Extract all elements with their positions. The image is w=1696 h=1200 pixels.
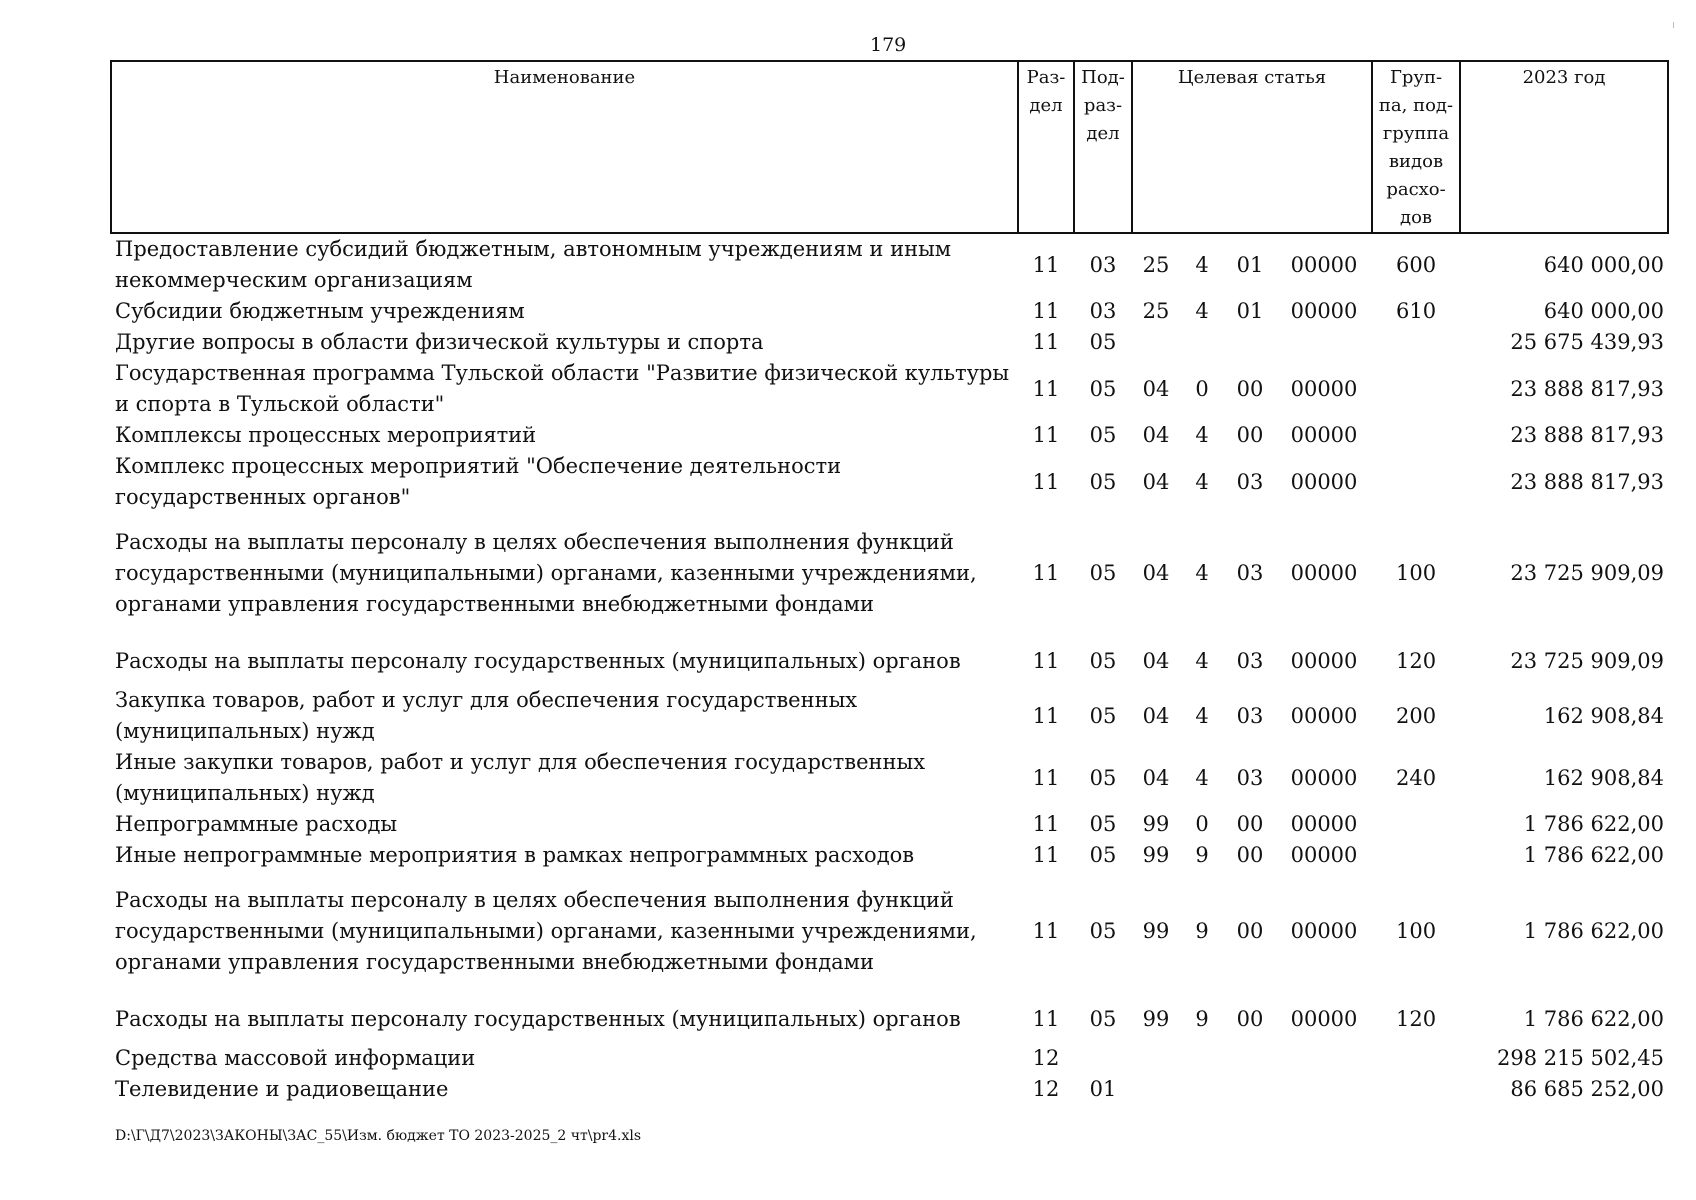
row-target-subprogram <box>1224 1074 1276 1105</box>
row-amount: 86 685 252,00 <box>1510 1077 1665 1101</box>
row-target-program: 25 <box>1142 252 1170 277</box>
row-target-direction: 00000 <box>1290 843 1358 867</box>
page-number: 179 <box>870 34 907 56</box>
row-target-direction: 00000 <box>1290 252 1358 277</box>
row-expense-group <box>1372 327 1460 358</box>
table-row <box>111 296 1668 327</box>
row-name: Средства массовой информации <box>115 1046 476 1070</box>
row-target-type: 4 <box>1195 703 1209 728</box>
table-header <box>111 61 1668 233</box>
row-target-program: 04 <box>1142 561 1170 585</box>
row-target-subprogram: 03 <box>1236 561 1264 585</box>
row-target-direction: 00000 <box>1290 469 1358 494</box>
row-section: 11 <box>1032 649 1060 673</box>
table-row <box>111 747 1668 809</box>
row-section: 11 <box>1032 919 1060 943</box>
row-name: Комплекс процессных мероприятий "Обеспечение деятельности государственных органов" <box>115 454 842 509</box>
table-row <box>111 992 1668 1035</box>
row-target-type: 4 <box>1195 423 1209 447</box>
row-section: 12 <box>1032 1046 1060 1070</box>
row-target-subprogram: 00 <box>1236 843 1264 867</box>
row-target-subprogram: 03 <box>1236 469 1264 494</box>
row-target-program: 99 <box>1142 843 1170 867</box>
row-target-direction: 00000 <box>1290 919 1358 943</box>
row-target-type: 4 <box>1195 561 1209 585</box>
row-expense-group <box>1372 809 1460 840</box>
row-target-direction: 00000 <box>1290 423 1358 447</box>
table-row <box>111 840 1668 871</box>
footer-file-path: D:\Г\Д7\2023\ЗАКОНЫ\ЗАС_55\Изм. бюджет ТО 2023-2025_2 чт\pr4.xls <box>115 1128 642 1144</box>
row-amount: 23 888 817,93 <box>1510 469 1665 494</box>
row-target-subprogram: 01 <box>1236 299 1264 323</box>
row-section: 11 <box>1032 561 1060 585</box>
row-target-type: 4 <box>1195 649 1209 673</box>
row-expense-group: 600 <box>1395 252 1437 277</box>
header-subsection: Под- раз- дел <box>1074 61 1132 233</box>
row-expense-group: 610 <box>1395 299 1437 323</box>
row-amount: 23 888 817,93 <box>1510 376 1665 401</box>
row-target-type <box>1180 1074 1224 1105</box>
row-subsection: 05 <box>1089 423 1117 447</box>
row-section: 11 <box>1032 843 1060 867</box>
row-section: 11 <box>1032 423 1060 447</box>
row-target-subprogram <box>1224 327 1276 358</box>
table-row <box>111 809 1668 840</box>
row-target-type: 9 <box>1195 843 1209 867</box>
row-target-type: 0 <box>1195 376 1209 401</box>
row-target-program: 04 <box>1142 765 1170 790</box>
row-name: Расходы на выплаты персоналу в целях обеспечения выполнения функций государственными (муниципальными) органами, казенными учреждениями, органами управления государственными внебюджетными фондами <box>115 530 977 616</box>
row-target-subprogram: 03 <box>1236 703 1264 728</box>
row-target-subprogram: 01 <box>1236 252 1264 277</box>
row-target-direction <box>1276 1035 1372 1074</box>
row-name: Комплексы процессных мероприятий <box>115 423 537 447</box>
row-target-subprogram: 03 <box>1236 765 1264 790</box>
row-section: 11 <box>1032 330 1060 354</box>
row-target-subprogram: 00 <box>1236 1007 1264 1031</box>
row-name: Телевидение и радиовещание <box>115 1077 449 1101</box>
row-target-direction <box>1276 1074 1372 1105</box>
row-target-program: 99 <box>1142 1007 1170 1031</box>
row-target-type: 4 <box>1195 765 1209 790</box>
row-target-program: 25 <box>1142 299 1170 323</box>
row-target-direction: 00000 <box>1290 561 1358 585</box>
row-subsection: 05 <box>1089 703 1117 728</box>
row-target-subprogram: 00 <box>1236 812 1264 836</box>
row-amount: 162 908,84 <box>1543 765 1665 790</box>
row-target-subprogram <box>1224 1035 1276 1074</box>
table-row <box>111 871 1668 992</box>
row-subsection: 05 <box>1089 561 1117 585</box>
row-target-subprogram: 00 <box>1236 376 1264 401</box>
row-expense-group <box>1372 1074 1460 1105</box>
row-target-program: 04 <box>1142 376 1170 401</box>
row-amount: 23 888 817,93 <box>1510 423 1665 447</box>
budget-table <box>110 60 1669 1105</box>
row-expense-group <box>1372 451 1460 513</box>
row-name: Непрограммные расходы <box>115 812 398 836</box>
row-subsection: 01 <box>1089 1077 1117 1101</box>
header-year: 2023 год <box>1460 61 1668 233</box>
row-amount: 1 786 622,00 <box>1523 1007 1665 1031</box>
table-row <box>111 513 1668 634</box>
row-expense-group: 120 <box>1395 1007 1437 1031</box>
row-subsection: 05 <box>1089 649 1117 673</box>
row-target-type: 4 <box>1195 299 1209 323</box>
row-target-type: 4 <box>1195 469 1209 494</box>
header-name: Наименование <box>111 61 1018 233</box>
row-amount: 640 000,00 <box>1543 299 1665 323</box>
row-target-type: 9 <box>1195 1007 1209 1031</box>
row-amount: 1 786 622,00 <box>1523 812 1665 836</box>
row-subsection: 05 <box>1089 469 1117 494</box>
row-subsection: 05 <box>1089 330 1117 354</box>
row-target-program: 99 <box>1142 812 1170 836</box>
row-target-direction: 00000 <box>1290 703 1358 728</box>
row-expense-group: 240 <box>1395 765 1437 790</box>
row-target-type: 9 <box>1195 919 1209 943</box>
row-section: 12 <box>1032 1077 1060 1101</box>
row-section: 11 <box>1032 376 1060 401</box>
row-name: Расходы на выплаты персоналу государственных (муниципальных) органов <box>115 1007 961 1031</box>
row-name: Субсидии бюджетным учреждениям <box>115 299 525 323</box>
row-target-type <box>1180 327 1224 358</box>
table-row <box>111 327 1668 358</box>
row-subsection: 05 <box>1089 812 1117 836</box>
row-section: 11 <box>1032 469 1060 494</box>
table-row <box>111 677 1668 747</box>
row-expense-group <box>1372 1035 1460 1074</box>
row-target-type <box>1180 1035 1224 1074</box>
row-subsection: 05 <box>1089 1007 1117 1031</box>
row-amount: 298 215 502,45 <box>1497 1046 1665 1070</box>
header-section: Раз- дел <box>1018 61 1074 233</box>
row-amount: 640 000,00 <box>1543 252 1665 277</box>
row-amount: 25 675 439,93 <box>1510 330 1665 354</box>
row-name: Закупка товаров, работ и услуг для обеспечения государственных (муниципальных) нужд <box>115 688 858 743</box>
header-target-article: Целевая статья <box>1132 61 1372 233</box>
row-target-program <box>1132 327 1180 358</box>
row-target-subprogram: 00 <box>1236 919 1264 943</box>
row-amount: 1 786 622,00 <box>1523 843 1665 867</box>
row-subsection: 05 <box>1089 765 1117 790</box>
row-subsection: 05 <box>1089 376 1117 401</box>
row-name: Расходы на выплаты персоналу в целях обеспечения выполнения функций государственными (муниципальными) органами, казенными учреждениями, органами управления государственными внебюджетными фондами <box>115 888 977 974</box>
row-target-subprogram: 00 <box>1236 423 1264 447</box>
row-section: 11 <box>1032 703 1060 728</box>
row-target-direction: 00000 <box>1290 1007 1358 1031</box>
row-name: Иные закупки товаров, работ и услуг для обеспечения государственных (муниципальных) нужд <box>115 750 926 805</box>
row-target-program <box>1132 1074 1180 1105</box>
row-subsection: 05 <box>1089 919 1117 943</box>
row-amount: 23 725 909,09 <box>1510 649 1665 673</box>
row-amount: 162 908,84 <box>1543 703 1665 728</box>
row-name: Государственная программа Тульской области "Развитие физической культуры и спорта в Тульской области" <box>115 361 1010 416</box>
table-row <box>111 1074 1668 1105</box>
row-target-type: 0 <box>1195 812 1209 836</box>
row-subsection: 05 <box>1089 843 1117 867</box>
row-subsection <box>1074 1035 1132 1074</box>
row-name: Расходы на выплаты персоналу государственных (муниципальных) органов <box>115 649 961 673</box>
corner-mark <box>1673 22 1674 28</box>
table-row <box>111 1035 1668 1074</box>
row-amount: 1 786 622,00 <box>1523 919 1665 943</box>
header-expense-group: Груп- па, под- группа видов расхо- дов <box>1372 61 1460 233</box>
row-target-direction: 00000 <box>1290 376 1358 401</box>
table-row <box>111 634 1668 677</box>
row-section: 11 <box>1032 1007 1060 1031</box>
row-section: 11 <box>1032 252 1060 277</box>
row-target-program: 04 <box>1142 469 1170 494</box>
row-amount: 23 725 909,09 <box>1510 561 1665 585</box>
row-target-direction: 00000 <box>1290 649 1358 673</box>
row-target-direction: 00000 <box>1290 299 1358 323</box>
table-row <box>111 233 1668 296</box>
row-target-direction: 00000 <box>1290 812 1358 836</box>
row-name: Предоставление субсидий бюджетным, автономным учреждениям и иным некоммерческим организациям <box>115 237 952 292</box>
row-expense-group: 120 <box>1395 649 1437 673</box>
row-target-program: 04 <box>1142 649 1170 673</box>
row-target-type: 4 <box>1195 252 1209 277</box>
row-name: Другие вопросы в области физической культуры и спорта <box>115 330 764 354</box>
row-expense-group <box>1372 420 1460 451</box>
row-target-direction <box>1276 327 1372 358</box>
row-name: Иные непрограммные мероприятия в рамках непрограммных расходов <box>115 843 915 867</box>
table-body <box>111 233 1668 1105</box>
row-subsection: 03 <box>1089 252 1117 277</box>
row-target-program: 99 <box>1142 919 1170 943</box>
row-section: 11 <box>1032 812 1060 836</box>
row-section: 11 <box>1032 765 1060 790</box>
row-subsection: 03 <box>1089 299 1117 323</box>
table-row <box>111 451 1668 513</box>
row-expense-group: 200 <box>1395 703 1437 728</box>
row-expense-group <box>1372 358 1460 420</box>
row-target-program: 04 <box>1142 423 1170 447</box>
row-expense-group: 100 <box>1395 561 1437 585</box>
row-target-program <box>1132 1035 1180 1074</box>
table-row <box>111 420 1668 451</box>
row-target-direction: 00000 <box>1290 765 1358 790</box>
row-expense-group <box>1372 840 1460 871</box>
row-section: 11 <box>1032 299 1060 323</box>
table-row <box>111 358 1668 420</box>
row-expense-group: 100 <box>1395 919 1437 943</box>
row-target-subprogram: 03 <box>1236 649 1264 673</box>
row-target-program: 04 <box>1142 703 1170 728</box>
